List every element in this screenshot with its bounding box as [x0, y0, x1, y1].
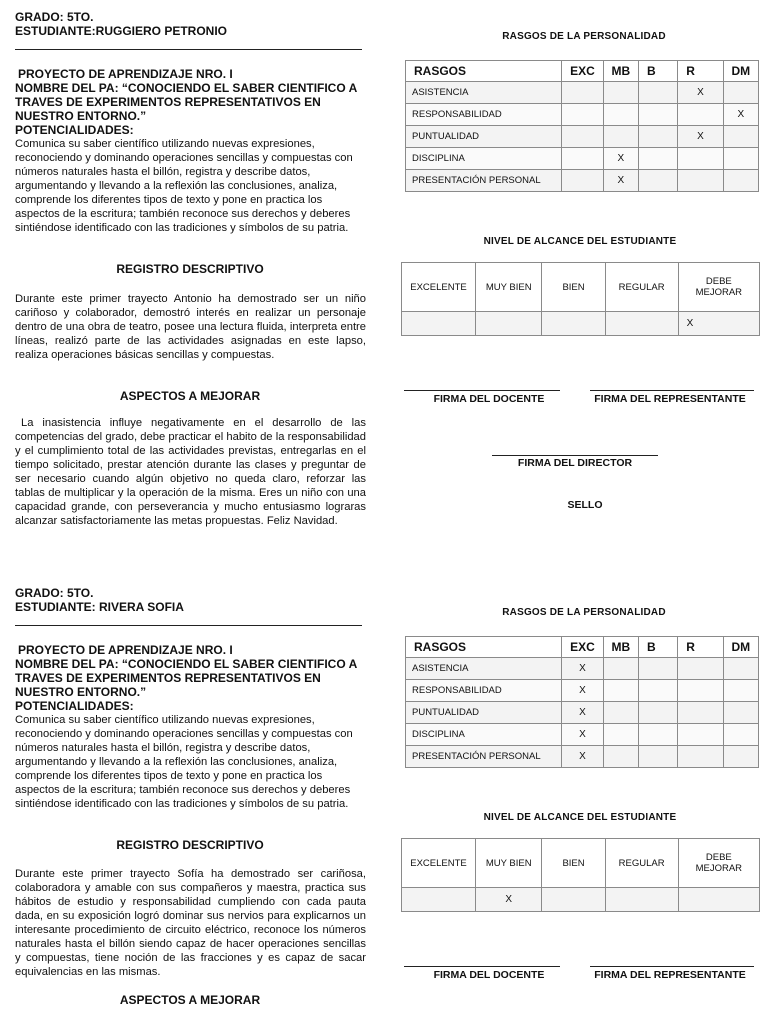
trait-mark: [603, 82, 638, 104]
representative-signature-label: FIRMA DEL REPRESENTANTE: [594, 393, 746, 405]
traits-header: DM: [723, 61, 758, 82]
header-divider: [15, 625, 362, 626]
teacher-signature-label: FIRMA DEL DOCENTE: [433, 393, 545, 405]
traits-header: B: [638, 637, 677, 658]
trait-mark: X: [562, 658, 603, 680]
trait-mark: [603, 724, 638, 746]
level-mark: [605, 312, 678, 336]
grade-label: GRADO: 5TO.: [15, 10, 94, 24]
trait-mark: [638, 702, 677, 724]
trait-mark: [723, 82, 758, 104]
descriptive-record-text: Durante este primer trayecto Antonio ha demostrado ser un niño cariñoso y colaborador, demostró interés en realizar un personaje dentro de una obra de teatro, posee una lectura fluida, interpreta entre líneas, realizó parte de las actividades asignadas en este lapso, realiza operaciones básicas sencillas y compuestas.: [15, 293, 366, 361]
project-number: PROYECTO DE APRENDIZAJE NRO. I: [18, 67, 233, 81]
potentialities-label: POTENCIALIDADES:: [15, 123, 134, 137]
seal-label: SELLO: [567, 499, 603, 511]
student-name: ESTUDIANTE:RUGGIERO PETRONIO: [15, 24, 228, 38]
table-row: [406, 82, 759, 104]
level-mark: [678, 888, 759, 912]
trait-mark: [678, 170, 723, 192]
trait-mark: [603, 658, 638, 680]
project-info: [15, 67, 365, 235]
teacher-signature-label: FIRMA DEL DOCENTE: [433, 969, 545, 981]
traits-title: RASGOS DE LA PERSONALIDAD: [502, 31, 666, 42]
trait-mark: X: [603, 170, 638, 192]
potentialities-text: Comunica su saber científico utilizando nuevas expresiones, reconociendo y dominando operaciones sencillas y compuestas con números naturales hasta el billón, registra y describe datos, argumentando y llevando a la reflexión las conclusiones, analiza, comprende los diferentes tipos de texto y pone en practica los aspectos de la escritura; también reconoce sus derechos y deberes sintiéndose identificado con las tradiciones y símbolos de su patria.: [15, 714, 353, 810]
level-title: NIVEL DE ALCANCE DEL ESTUDIANTE: [483, 236, 677, 247]
trait-name: PUNTUALIDAD: [406, 702, 562, 724]
trait-mark: X: [603, 148, 638, 170]
trait-mark: [603, 126, 638, 148]
level-mark: [402, 888, 476, 912]
level-header: BIEN: [542, 263, 605, 312]
level-mark: X: [678, 312, 759, 336]
signature-line: [590, 966, 754, 967]
trait-mark: [678, 680, 723, 702]
trait-mark: [723, 724, 758, 746]
trait-mark: [723, 170, 758, 192]
trait-mark: X: [723, 104, 758, 126]
level-mark: [402, 312, 476, 336]
level-mark: X: [476, 888, 542, 912]
level-title: NIVEL DE ALCANCE DEL ESTUDIANTE: [483, 812, 677, 823]
table-row: [406, 658, 759, 680]
level-table: [401, 262, 760, 336]
table-row: [406, 702, 759, 724]
trait-mark: [562, 82, 603, 104]
potentialities-text: Comunica su saber científico utilizando nuevas expresiones, reconociendo y dominando operaciones sencillas y compuestas con números naturales hasta el billón, registra y describe datos, argumentando y llevando a la reflexión las conclusiones, analiza, comprende los diferentes tipos de texto y pone en practica los aspectos de la escritura; también reconoce sus derechos y deberes sintiéndose identificado con las tradiciones y símbolos de su patria.: [15, 138, 353, 234]
level-header: REGULAR: [605, 263, 678, 312]
traits-header: DM: [723, 637, 758, 658]
trait-mark: [562, 170, 603, 192]
potentialities-label: POTENCIALIDADES:: [15, 699, 134, 713]
project-name: NOMBRE DEL PA: “CONOCIENDO EL SABER CIENTIFICO A TRAVES DE EXPERIMENTOS REPRESENTATIVOS EN NUESTRO ENTORNO.”: [15, 81, 357, 123]
trait-mark: [678, 658, 723, 680]
traits-table: [405, 60, 759, 192]
traits-header: B: [638, 61, 677, 82]
trait-mark: [638, 680, 677, 702]
traits-header: R: [678, 61, 723, 82]
level-header: DEBE MEJORAR: [678, 263, 759, 312]
trait-mark: [638, 148, 677, 170]
trait-name: RESPONSABILIDAD: [406, 104, 562, 126]
table-row: [406, 104, 759, 126]
improvement-title: ASPECTOS A MEJORAR: [119, 389, 261, 403]
level-mark: [542, 888, 605, 912]
table-row: [406, 148, 759, 170]
trait-mark: [562, 148, 603, 170]
traits-header: EXC: [562, 61, 603, 82]
trait-mark: [638, 746, 677, 768]
trait-mark: X: [678, 82, 723, 104]
level-mark: [542, 312, 605, 336]
descriptive-record-text: Durante este primer trayecto Sofía ha demostrado ser cariñosa, colaboradora y amable con sus compañeros y maestra, practica sus hábitos de estudio y responsabilidad cumpliendo con cada pauta dada, en su exposición logró dominar sus nervios para explicarnos un interesante procedimiento de circuito eléctrico, reconoce los números naturales hasta el billón siendo capaz de hacer operaciones sencillas y compuestas, tiene noción de las fracciones y es capaz de sacar equivalencias en las mismas.: [15, 868, 366, 978]
trait-mark: X: [562, 746, 603, 768]
level-header: REGULAR: [605, 839, 678, 888]
traits-header: MB: [603, 61, 638, 82]
table-row: [406, 170, 759, 192]
traits-header: EXC: [562, 637, 603, 658]
trait-mark: X: [678, 126, 723, 148]
level-mark: [476, 312, 542, 336]
signature-line: [492, 455, 658, 456]
trait-mark: [638, 126, 677, 148]
trait-mark: X: [562, 702, 603, 724]
signature-line: [404, 390, 560, 391]
level-header: BIEN: [542, 839, 605, 888]
trait-name: PUNTUALIDAD: [406, 126, 562, 148]
trait-mark: [678, 148, 723, 170]
signature-line: [404, 966, 560, 967]
level-mark: [605, 888, 678, 912]
trait-mark: [723, 702, 758, 724]
trait-mark: [638, 170, 677, 192]
trait-mark: [603, 104, 638, 126]
table-row: [406, 680, 759, 702]
trait-mark: [678, 702, 723, 724]
trait-name: ASISTENCIA: [406, 82, 562, 104]
table-row: [406, 126, 759, 148]
signature-line: [590, 390, 754, 391]
trait-mark: [678, 104, 723, 126]
trait-mark: [562, 104, 603, 126]
table-row: [406, 724, 759, 746]
trait-mark: [603, 702, 638, 724]
trait-mark: [638, 104, 677, 126]
trait-name: DISCIPLINA: [406, 148, 562, 170]
improvement-title: ASPECTOS A MEJORAR: [119, 993, 261, 1007]
trait-mark: X: [562, 680, 603, 702]
project-name: NOMBRE DEL PA: “CONOCIENDO EL SABER CIENTIFICO A TRAVES DE EXPERIMENTOS REPRESENTATIVOS EN NUESTRO ENTORNO.”: [15, 657, 357, 699]
trait-mark: [638, 658, 677, 680]
representative-signature-label: FIRMA DEL REPRESENTANTE: [594, 969, 746, 981]
descriptive-record-title: REGISTRO DESCRIPTIVO: [116, 262, 264, 276]
traits-header: RASGOS: [406, 61, 562, 82]
descriptive-record-title: REGISTRO DESCRIPTIVO: [116, 838, 264, 852]
director-signature-label: FIRMA DEL DIRECTOR: [517, 457, 633, 469]
trait-mark: [723, 746, 758, 768]
trait-mark: [723, 680, 758, 702]
level-header: EXCELENTE: [402, 839, 476, 888]
trait-name: RESPONSABILIDAD: [406, 680, 562, 702]
improvement-text: La inasistencia influye negativamente en el desarrollo de las competencias del grado, debe practicar el habito de la responsabilidad y el cumplimiento total de las actividades previstas, entregarlas en el tiempo solicitado, prestar atención durante las clases y preguntar de ser necesario cuando algún objetivo no queda claro, reforzar las tablas de multiplicar y la operación de la misma. Eres un niño con una capacidad grande, con perseverancia y mucho entusiasmo lograras alcanzar satisfactoriamente las metas propuestas. Feliz Navidad.: [15, 417, 366, 527]
level-header: MUY BIEN: [476, 263, 542, 312]
trait-name: PRESENTACIÓN PERSONAL: [406, 170, 562, 192]
trait-mark: [638, 82, 677, 104]
level-table: [401, 838, 760, 912]
trait-mark: [562, 126, 603, 148]
trait-mark: [678, 724, 723, 746]
trait-mark: [723, 126, 758, 148]
trait-mark: [723, 658, 758, 680]
traits-header: MB: [603, 637, 638, 658]
traits-header: R: [678, 637, 723, 658]
project-info: [15, 643, 365, 811]
traits-header: RASGOS: [406, 637, 562, 658]
trait-mark: [638, 724, 677, 746]
level-header: DEBE MEJORAR: [678, 839, 759, 888]
traits-table: [405, 636, 759, 768]
grade-label: GRADO: 5TO.: [15, 586, 94, 600]
trait-mark: X: [562, 724, 603, 746]
level-header: MUY BIEN: [476, 839, 542, 888]
header-divider: [15, 49, 362, 50]
trait-name: ASISTENCIA: [406, 658, 562, 680]
trait-mark: [603, 680, 638, 702]
traits-title: RASGOS DE LA PERSONALIDAD: [502, 607, 666, 618]
trait-name: DISCIPLINA: [406, 724, 562, 746]
trait-mark: [603, 746, 638, 768]
table-row: [406, 746, 759, 768]
trait-mark: [678, 746, 723, 768]
trait-name: PRESENTACIÓN PERSONAL: [406, 746, 562, 768]
student-name: ESTUDIANTE: RIVERA SOFIA: [15, 600, 184, 614]
trait-mark: [723, 148, 758, 170]
project-number: PROYECTO DE APRENDIZAJE NRO. I: [18, 643, 233, 657]
level-header: EXCELENTE: [402, 263, 476, 312]
